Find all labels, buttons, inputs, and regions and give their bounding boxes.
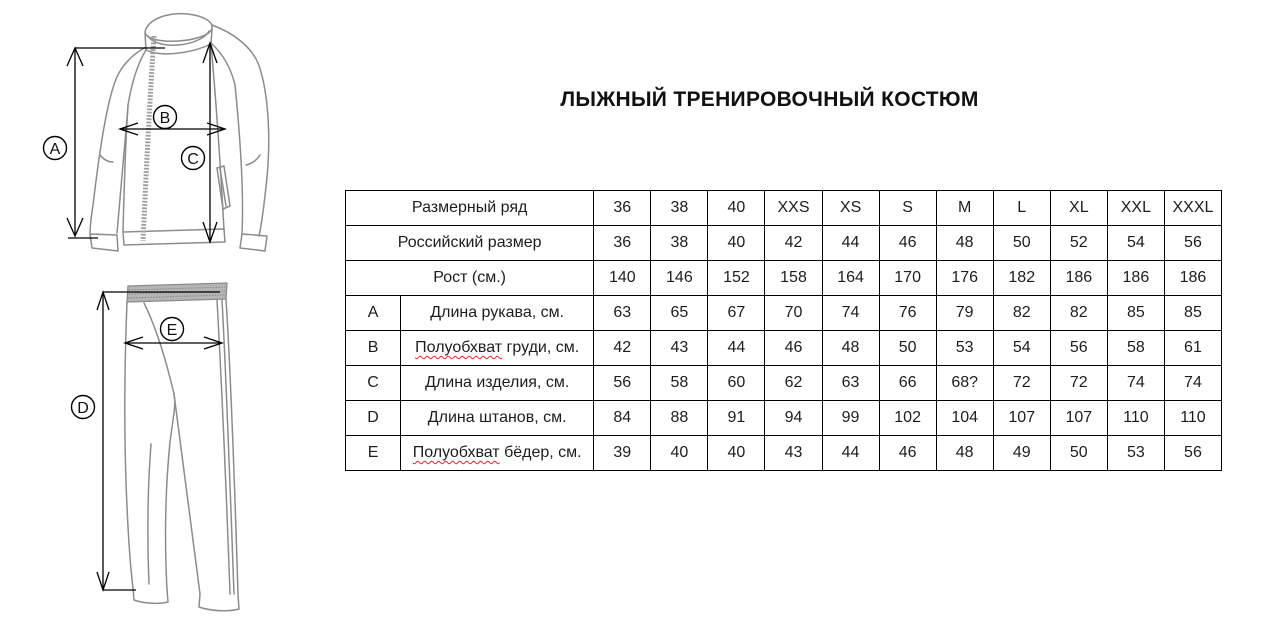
table-row: [346, 261, 1222, 296]
size-value: 54: [993, 331, 1050, 366]
row-label: [401, 331, 594, 366]
size-value: 48: [936, 436, 993, 471]
size-value: 140: [594, 261, 651, 296]
size-value: L: [993, 191, 1050, 226]
table-row: [346, 331, 1222, 366]
size-value: 38: [651, 226, 708, 261]
table-row: [346, 436, 1222, 471]
size-value: 74: [1164, 366, 1221, 401]
dim-e-label: E: [166, 322, 178, 339]
size-value: 107: [993, 401, 1050, 436]
size-value: 46: [879, 436, 936, 471]
size-value: 52: [1050, 226, 1107, 261]
size-value: 164: [822, 261, 879, 296]
size-value: S: [879, 191, 936, 226]
size-value: 82: [993, 296, 1050, 331]
row-label: Длина рукава, см.: [401, 296, 594, 331]
size-value: XS: [822, 191, 879, 226]
size-value: 54: [1107, 226, 1164, 261]
row-label: Российский размер: [346, 226, 594, 261]
size-value: 63: [822, 366, 879, 401]
size-value: 48: [822, 331, 879, 366]
size-value: 186: [1164, 261, 1221, 296]
size-value: 84: [594, 401, 651, 436]
zipper-texture: [143, 36, 154, 241]
table-row: [346, 226, 1222, 261]
size-value: 158: [765, 261, 822, 296]
size-value: 40: [708, 226, 765, 261]
size-value: 53: [936, 331, 993, 366]
size-value: 53: [1107, 436, 1164, 471]
size-value: 67: [708, 296, 765, 331]
size-value: XXXL: [1164, 191, 1221, 226]
size-value: 43: [651, 331, 708, 366]
page-title: ЛЫЖНЫЙ ТРЕНИРОВОЧНЫЙ КОСТЮМ: [560, 88, 979, 111]
size-value: 68?: [936, 366, 993, 401]
size-value: 58: [651, 366, 708, 401]
size-value: 110: [1164, 401, 1221, 436]
size-value: 46: [879, 226, 936, 261]
size-value: 43: [765, 436, 822, 471]
size-value: 38: [651, 191, 708, 226]
size-value: 56: [1164, 226, 1221, 261]
row-label: Длина изделия, см.: [401, 366, 594, 401]
size-value: 186: [1107, 261, 1164, 296]
size-value: 40: [708, 191, 765, 226]
size-value: 72: [993, 366, 1050, 401]
size-value: XXL: [1107, 191, 1164, 226]
size-value: 50: [879, 331, 936, 366]
size-value: 56: [1050, 331, 1107, 366]
size-value: 182: [993, 261, 1050, 296]
dim-b-label: B: [159, 110, 171, 127]
size-value: 44: [822, 226, 879, 261]
row-label: Рост (см.): [346, 261, 594, 296]
dimension-letter: E: [346, 436, 401, 471]
size-value: 102: [879, 401, 936, 436]
size-value: 170: [879, 261, 936, 296]
size-value: 88: [651, 401, 708, 436]
size-value: 36: [594, 226, 651, 261]
row-label: [401, 436, 594, 471]
size-value: 85: [1107, 296, 1164, 331]
size-value: 39: [594, 436, 651, 471]
pants-outline: [125, 299, 239, 611]
size-value: 107: [1050, 401, 1107, 436]
jacket-drawing: [20, 5, 320, 255]
table-row: [346, 366, 1222, 401]
size-table: [345, 190, 1222, 471]
size-value: 65: [651, 296, 708, 331]
size-value: 70: [765, 296, 822, 331]
size-value: 79: [936, 296, 993, 331]
table-row: [346, 401, 1222, 436]
row-label-rest: бёдер, см.: [499, 444, 582, 461]
size-value: 152: [708, 261, 765, 296]
row-label-rest: груди, см.: [502, 339, 580, 356]
dim-c-label: C: [187, 151, 199, 168]
size-value: 99: [822, 401, 879, 436]
size-value: 72: [1050, 366, 1107, 401]
size-value: 63: [594, 296, 651, 331]
size-value: 44: [822, 436, 879, 471]
dimension-letter: C: [346, 366, 401, 401]
size-value: 61: [1164, 331, 1221, 366]
size-value: 94: [765, 401, 822, 436]
jacket-outline: [90, 14, 269, 251]
size-value: 49: [993, 436, 1050, 471]
dimension-letter: A: [346, 296, 401, 331]
size-value: 42: [765, 226, 822, 261]
size-value: 60: [708, 366, 765, 401]
size-value: 42: [594, 331, 651, 366]
size-value: 91: [708, 401, 765, 436]
size-value: XXS: [765, 191, 822, 226]
size-value: 56: [594, 366, 651, 401]
dimension-letter: D: [346, 401, 401, 436]
row-label: Длина штанов, см.: [401, 401, 594, 436]
misspelled-word: Полуобхват: [415, 339, 503, 356]
size-value: 74: [1107, 366, 1164, 401]
size-value: 110: [1107, 401, 1164, 436]
dim-d-label: D: [77, 400, 89, 417]
size-table-body: [346, 191, 1222, 471]
table-row: [346, 296, 1222, 331]
size-value: 58: [1107, 331, 1164, 366]
table-row: [346, 191, 1222, 226]
size-value: 85: [1164, 296, 1221, 331]
size-value: XL: [1050, 191, 1107, 226]
pants-drawing: [60, 282, 305, 622]
size-value: 50: [1050, 436, 1107, 471]
row-label: Размерный ряд: [346, 191, 594, 226]
size-value: 76: [879, 296, 936, 331]
size-value: 36: [594, 191, 651, 226]
size-value: 186: [1050, 261, 1107, 296]
size-value: 62: [765, 366, 822, 401]
size-value: 48: [936, 226, 993, 261]
size-value: 56: [1164, 436, 1221, 471]
size-value: 40: [651, 436, 708, 471]
size-value: 146: [651, 261, 708, 296]
size-value: 66: [879, 366, 936, 401]
misspelled-word: Полуобхват: [412, 444, 500, 461]
size-value: 104: [936, 401, 993, 436]
size-value: 40: [708, 436, 765, 471]
size-value: 176: [936, 261, 993, 296]
size-value: 74: [822, 296, 879, 331]
size-value: 46: [765, 331, 822, 366]
size-value: M: [936, 191, 993, 226]
size-value: 50: [993, 226, 1050, 261]
dimension-letter: B: [346, 331, 401, 366]
size-value: 82: [1050, 296, 1107, 331]
dim-a-label: A: [49, 141, 61, 158]
size-value: 44: [708, 331, 765, 366]
pants-dimension-arrows: [97, 292, 222, 590]
